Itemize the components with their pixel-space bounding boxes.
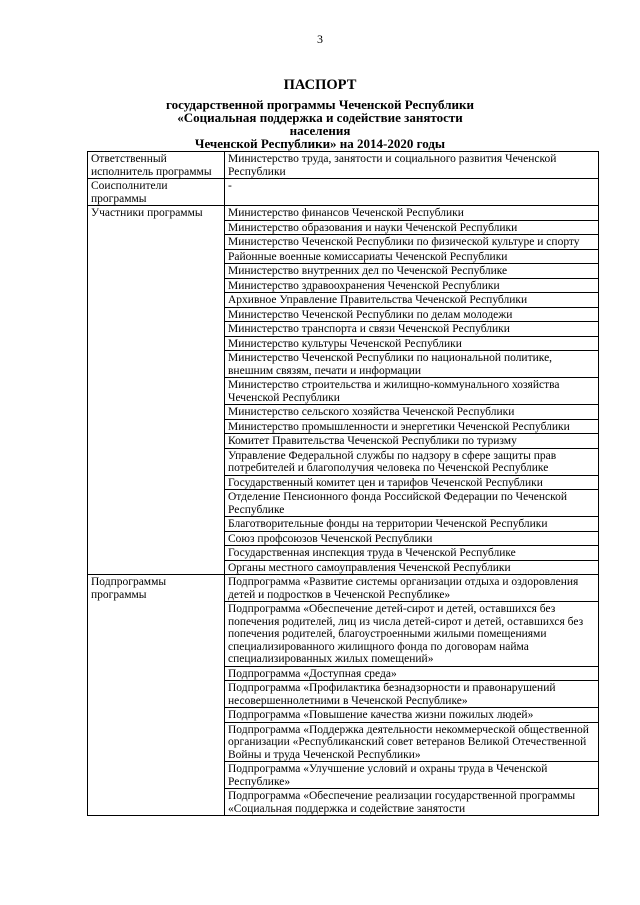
passport-table	[87, 151, 599, 816]
list-item: Подпрограмма «Поддержка деятельности некоммерческой общественной организации «Республиканский совет ветеранов Великой Отечественной Войны и труда Чеченской Республики»	[225, 722, 598, 762]
list-item: Органы местного самоуправления Чеченской Республики	[225, 560, 598, 575]
list-item: Комитет Правительства Чеченской Республики по туризму	[225, 433, 598, 448]
table-row	[88, 575, 599, 816]
document-title: ПАСПОРТ	[283, 77, 357, 93]
subtitle-line: Чеченской Республики» на 2014-2020 годы	[194, 136, 446, 151]
page-number: 3	[317, 32, 323, 46]
list-item: Подпрограмма «Улучшение условий и охраны труда в Чеченской Республике»	[225, 761, 598, 788]
list-item: Министерство строительства и жилищно-коммунального хозяйства Чеченской Республики	[225, 377, 598, 404]
list-item: Архивное Управление Правительства Чеченской Республики	[225, 292, 598, 307]
list-item: Подпрограмма «Развитие системы организации отдыха и оздоровления детей и подростков в Чеченской Республике»	[228, 576, 579, 601]
table-row	[88, 152, 599, 179]
list-item: Министерство промышленности и энергетики Чеченской Республики	[225, 419, 598, 434]
list-item: Министерство внутренних дел по Чеченской Республике	[225, 263, 598, 278]
list-item: Управление Федеральной службы по надзору в сфере защиты прав потребителей и благополучия человека по Чеченской Республике	[225, 448, 598, 475]
list-item: Союз профсоюзов Чеченской Республики	[225, 531, 598, 546]
list-item: Министерство здравоохранения Чеченской Республики	[225, 278, 598, 293]
list-item: Министерство Чеченской Республики по физической культуре и спорту	[225, 234, 598, 249]
list-item: Государственный комитет цен и тарифов Чеченской Республики	[225, 475, 598, 490]
subtitle-line: государственной программы Чеченской Республики	[166, 97, 474, 112]
row-label: Участники программы	[88, 206, 225, 575]
list-item: Подпрограмма «Доступная среда»	[225, 666, 598, 681]
list-item: Подпрограмма «Обеспечение детей-сирот и детей, оставшихся без попечения родителей, лиц из числа детей-сирот и детей, оставшихся без попечения родителей, благоустроенными жилыми помещениями специализированного жилищного фонда по договорам найма специализированных жилых помещений»	[225, 601, 598, 666]
subtitle-line: «Социальная поддержка и содействие занятости населения	[177, 110, 463, 138]
row-label: Ответственный исполнитель программы	[88, 152, 225, 179]
list-item: Государственная инспекция труда в Чеченской Республике	[225, 545, 598, 560]
row-value	[225, 575, 599, 816]
table-row	[88, 179, 599, 206]
list-item: Подпрограмма «Обеспечение реализации государственной программы «Социальная поддержка и содействие занятости	[225, 788, 598, 815]
list-item: Министерство культуры Чеченской Республики	[225, 336, 598, 351]
list-item: Подпрограмма «Профилактика безнадзорности и правонарушений несовершеннолетними в Чеченской Республике»	[225, 680, 598, 707]
list-item: Министерство Чеченской Республики по национальной политике, внешним связям, печати и информации	[225, 350, 598, 377]
row-label: Соисполнители программы	[88, 179, 225, 206]
list-item: Министерство образования и науки Чеченской Республики	[225, 220, 598, 235]
row-value	[225, 206, 599, 575]
list-item: Министерство Чеченской Республики по делам молодежи	[225, 307, 598, 322]
list-item: Подпрограмма «Повышение качества жизни пожилых людей»	[225, 707, 598, 722]
table-row	[88, 206, 599, 575]
document-subtitle	[150, 98, 490, 150]
list-item: Отделение Пенсионного фонда Российской Федерации по Чеченской Республике	[225, 489, 598, 516]
list-item: Министерство сельского хозяйства Чеченской Республики	[225, 404, 598, 419]
list-item: Благотворительные фонды на территории Чеченской Республики	[225, 516, 598, 531]
row-value: Министерство труда, занятости и социального развития Чеченской Республики	[225, 152, 599, 179]
list-item: Министерство транспорта и связи Чеченской Республики	[225, 321, 598, 336]
list-item: Министерство финансов Чеченской Республики	[228, 207, 464, 219]
row-value: -	[225, 179, 599, 206]
list-item: Районные военные комиссариаты Чеченской Республики	[225, 249, 598, 264]
row-label: Подпрограммы программы	[88, 575, 225, 816]
